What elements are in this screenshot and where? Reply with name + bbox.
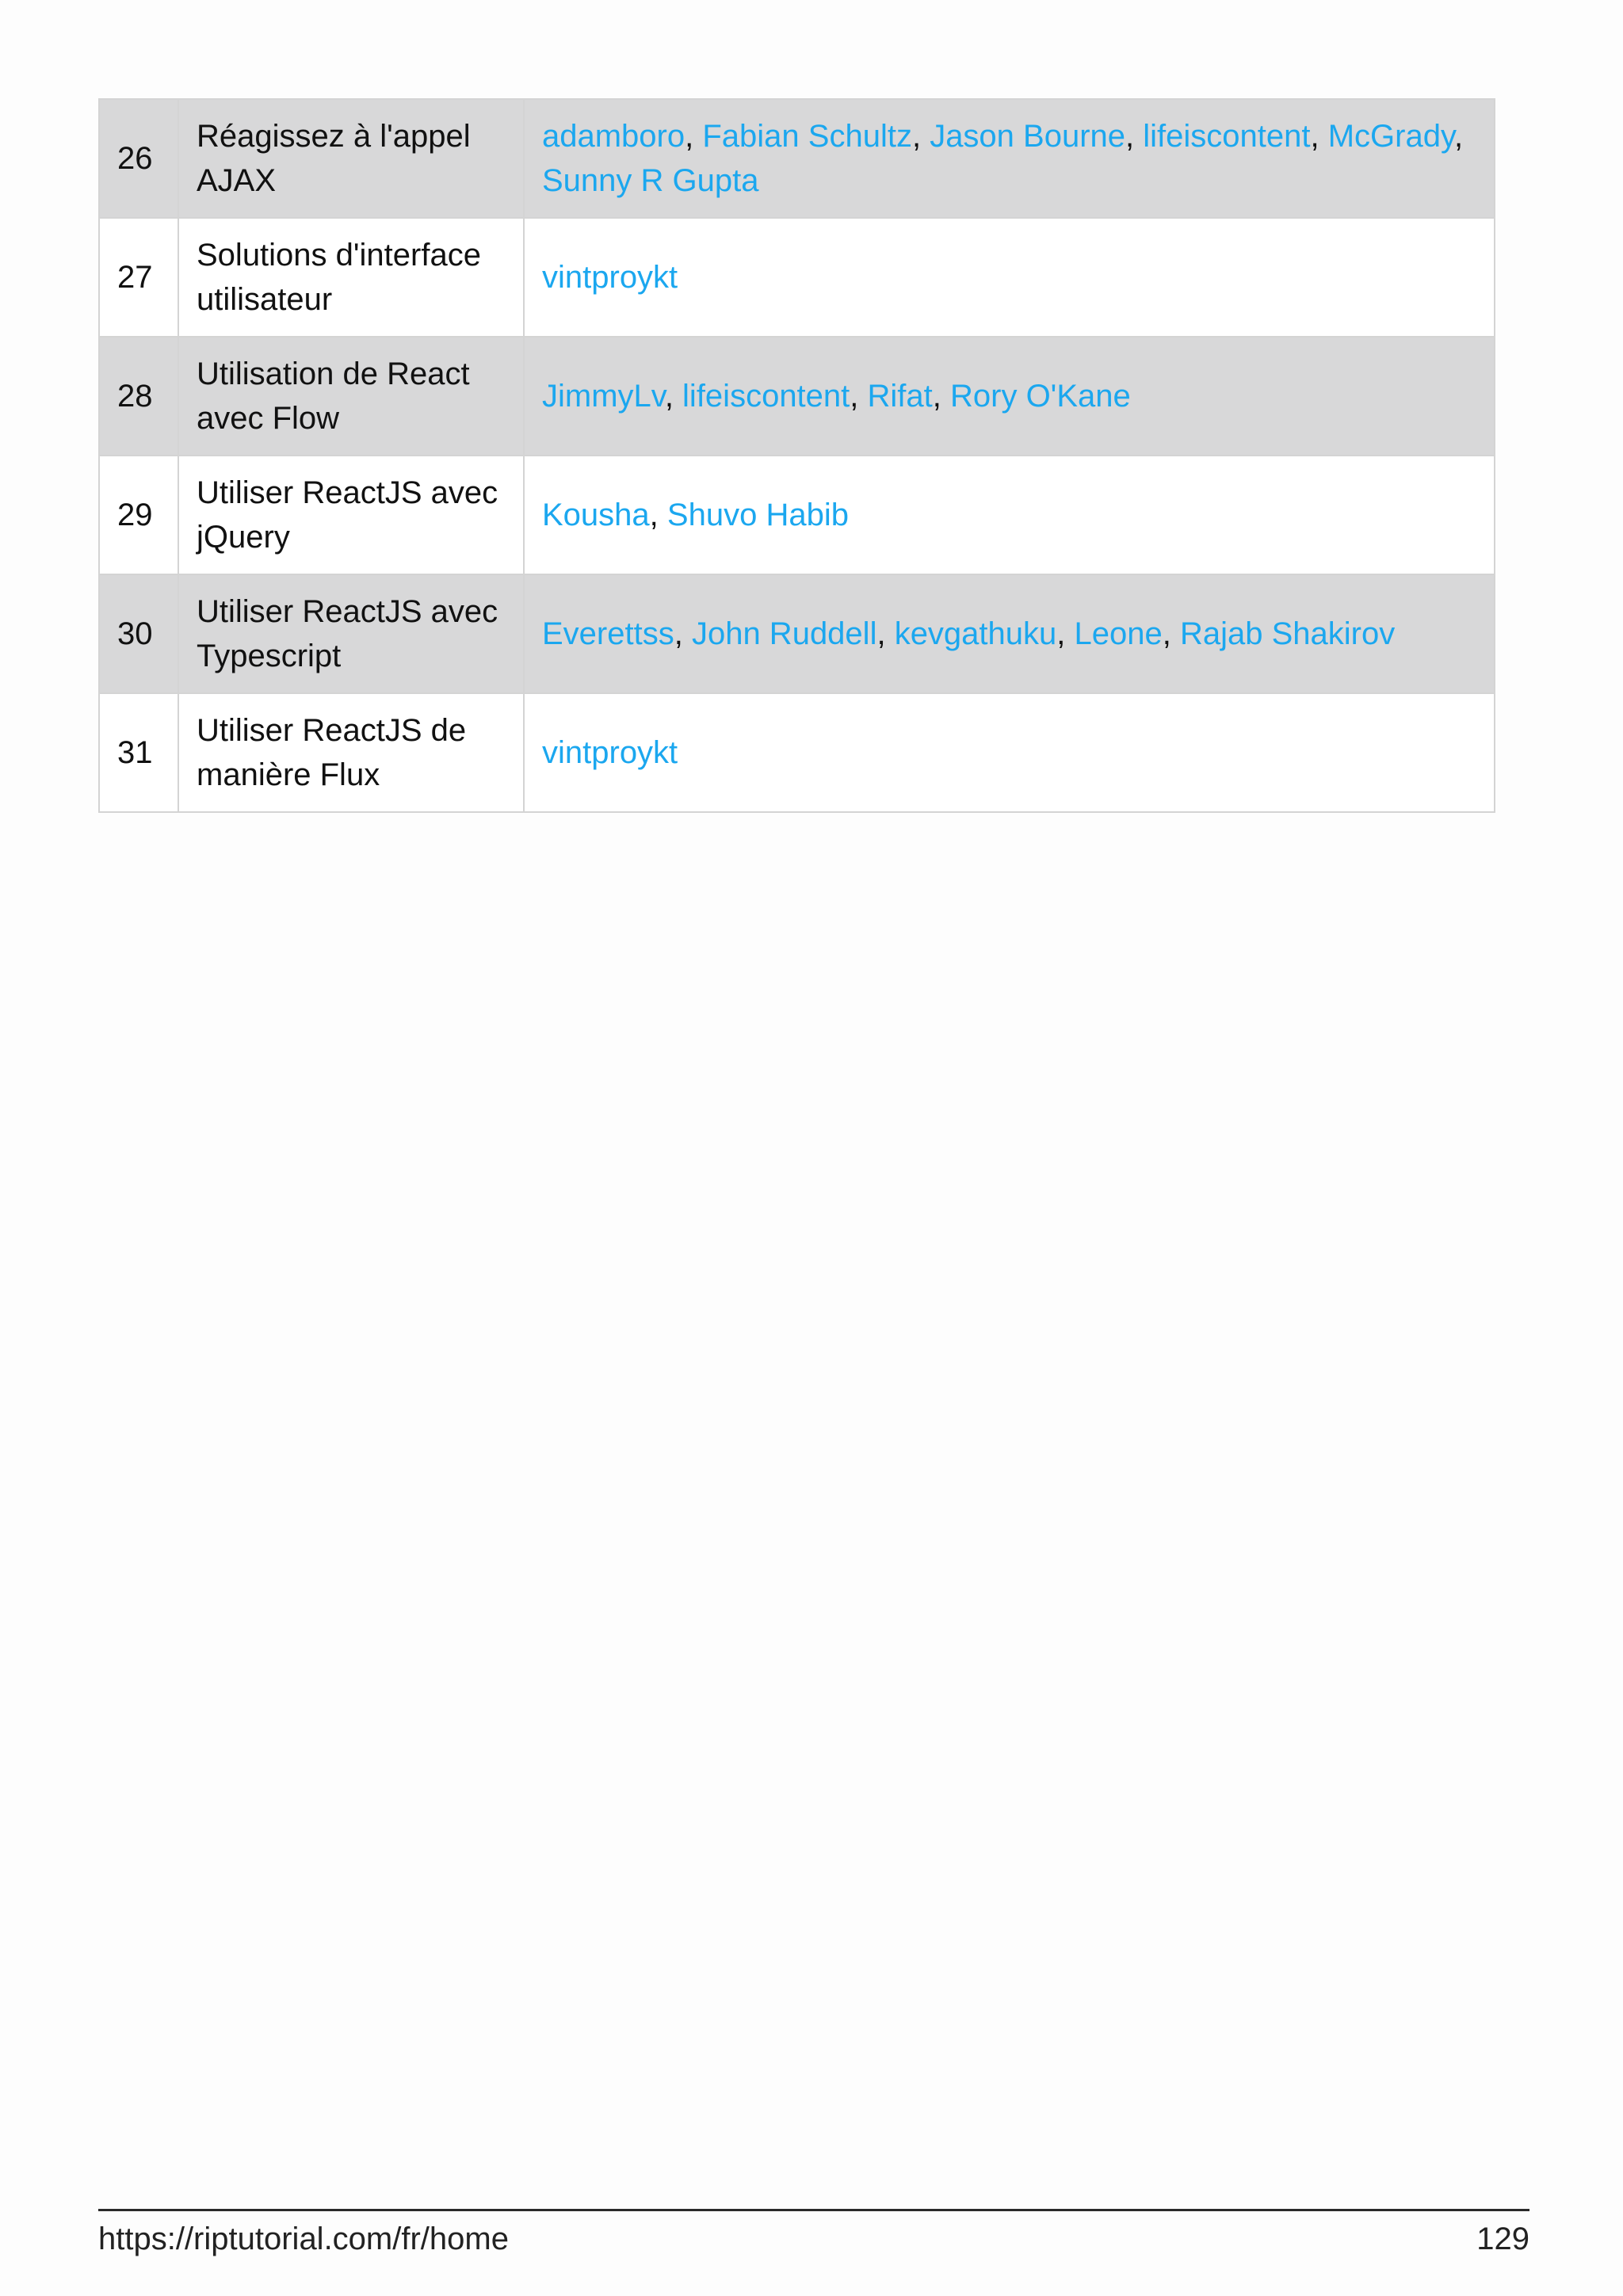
contributor-link[interactable]: Everettss: [542, 616, 674, 651]
contributor-link[interactable]: Shuvo Habib: [666, 498, 849, 532]
contributor-link[interactable]: Rifat: [867, 379, 933, 414]
contributors-cell: [524, 99, 1495, 218]
table-row: [99, 456, 1495, 574]
chapter-title: Utiliser ReactJS de manière Flux: [178, 693, 524, 812]
contributor-separator: ,: [685, 119, 703, 154]
contributor-separator: ,: [674, 616, 692, 651]
contributor-separator: ,: [1310, 119, 1328, 154]
contributor-separator: ,: [911, 119, 930, 154]
contributors-cell: [524, 693, 1495, 812]
footer-url: https://riptutorial.com/fr/home: [98, 2222, 509, 2256]
chapter-title: Utiliser ReactJS avec jQuery: [178, 456, 524, 574]
chapter-number: 29: [99, 456, 178, 574]
contributor-separator: ,: [850, 379, 868, 414]
contributor-separator: ,: [1125, 119, 1144, 154]
table-row: [99, 574, 1495, 693]
chapter-title: Réagissez à l'appel AJAX: [178, 99, 524, 218]
contributor-link[interactable]: Rajab Shakirov: [1179, 616, 1396, 651]
contributor-link[interactable]: lifeiscontent: [682, 379, 850, 414]
contributor-link[interactable]: John Ruddell: [691, 616, 877, 651]
contributor-link[interactable]: JimmyLv: [542, 379, 665, 414]
footer-divider: [98, 2209, 1529, 2211]
contributor-link[interactable]: adamboro: [542, 119, 685, 154]
chapter-number: 31: [99, 693, 178, 812]
table-row: [99, 99, 1495, 218]
contributor-link[interactable]: Leone: [1074, 616, 1163, 651]
contributors-cell: [524, 218, 1495, 337]
contributor-separator: ,: [876, 616, 895, 651]
contributors-cell: [524, 337, 1495, 456]
contributor-separator: ,: [1056, 616, 1075, 651]
chapter-title: Solutions d'interface utilisateur: [178, 218, 524, 337]
page-number: 129: [1476, 2222, 1529, 2256]
contributor-separator: ,: [932, 379, 950, 414]
chapter-number: 27: [99, 218, 178, 337]
chapter-title: Utiliser ReactJS avec Typescript: [178, 574, 524, 693]
chapter-title: Utilisation de React avec Flow: [178, 337, 524, 456]
contributor-link[interactable]: Sunny R Gupta: [542, 163, 759, 198]
contributor-separator: ,: [649, 498, 667, 532]
contributor-link[interactable]: kevgathuku: [894, 616, 1057, 651]
contributor-link[interactable]: Rory O'Kane: [950, 379, 1131, 414]
table-row: [99, 337, 1495, 456]
contributor-separator: ,: [1454, 119, 1464, 154]
chapter-number: 26: [99, 99, 178, 218]
contributor-link[interactable]: Fabian Schultz: [702, 119, 912, 154]
contributor-link[interactable]: vintproykt: [542, 260, 678, 295]
contributor-link[interactable]: Jason Bourne: [930, 119, 1126, 154]
chapter-number: 28: [99, 337, 178, 456]
contributor-link[interactable]: vintproykt: [542, 735, 678, 770]
table-row: [99, 218, 1495, 337]
table-row: [99, 693, 1495, 812]
credits-table: [98, 98, 1495, 813]
contributor-link[interactable]: lifeiscontent: [1143, 119, 1311, 154]
credits-table-body: [99, 99, 1495, 812]
contributor-link[interactable]: McGrady: [1327, 119, 1455, 154]
contributor-link[interactable]: Kousha: [542, 498, 650, 532]
contributors-cell: [524, 456, 1495, 574]
contributor-separator: ,: [664, 379, 683, 414]
chapter-number: 30: [99, 574, 178, 693]
contributors-cell: [524, 574, 1495, 693]
contributor-separator: ,: [1162, 616, 1180, 651]
